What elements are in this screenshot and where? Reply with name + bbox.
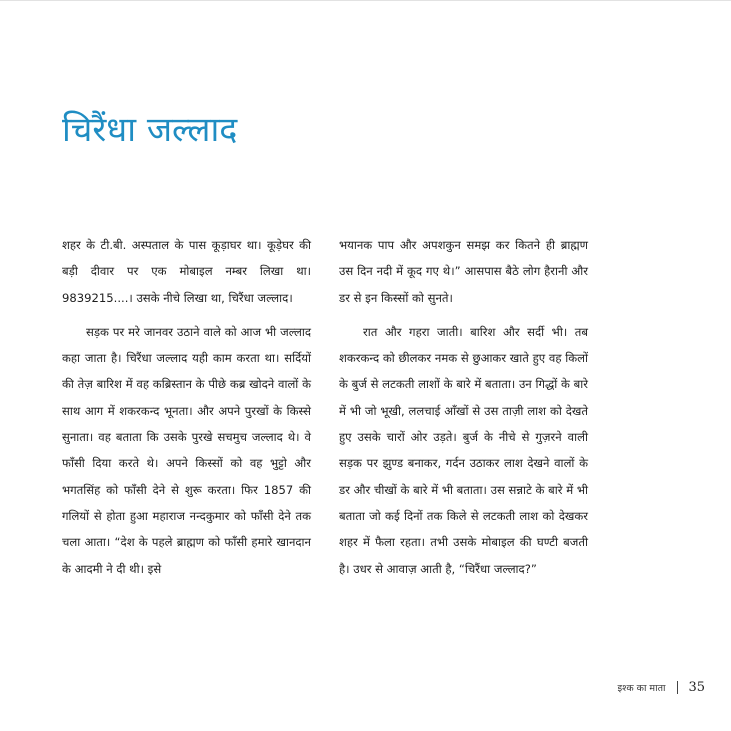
paragraph: शहर के टी.बी. अस्पताल के पास कूड़ाघर था। कूड़ेघर की बड़ी दीवार पर एक मोबाइल नम्बर लिखा था। 9839215....। उसके नीचे लिखा था, चिरैंधा जल्लाद।: [62, 238, 311, 305]
top-border-line: [0, 0, 731, 1]
page-number: 35: [688, 680, 705, 695]
paragraph: सड़क पर मरे जानवर उठाने वाले को आज भी जल्लाद कहा जाता है। चिरैंधा जल्लाद यही काम करता था। सर्दियों की तेज़ बारिश में वह कब्रिस्तान के पीछे कब्र खोदने वालों के साथ आग में शकरकन्द भूनता। और अपने पुरखों के किस्से सुनाता। वह बताता कि उसके पुरखे सचमुच जल्लाद थे। वे फाँसी दिया करते थे। अपने किस्सों को वह भुट्टो और भगतसिंह को फाँसी देने से शुरू करता। फिर 1857 की गलियों से होता हुआ महाराज नन्दकुमार को फाँसी देने तक चला आता। “देश के पहले ब्राह्मण को फाँसी हमारे खानदान के आदमी ने दी थी। इसे: [62, 324, 311, 576]
right-text-column: [339, 232, 588, 590]
paragraph: रात और गहरा जाती। बारिश और सर्दी भी। तब शकरकन्द को छीलकर नमक से छुआकर खाते हुए वह किलों के बुर्ज से लटकती लाशों के बारे में बताता। उन गिद्धों के बारे में भी जो भूखी, ललचाई आँखों से उस ताज़ी लाश को देखते हुए उसके चारों ओर उड़ते। बुर्ज के नीचे से गुज़रने वाली सड़क पर झुण्ड बनाकर, गर्दन उठाकर लाश देखने वालों के डर और चीखों के बारे में भी बताता। उस सन्नाटे के बारे में भी बताता जो कई दिनों तक किले से लटकती लाश को देखकर शहर में फैला रहता। तभी उसके मोबाइल की घण्टी बजती है। उधर से आवाज़ आती है, “चिरैंधा जल्लाद?”: [339, 324, 588, 576]
running-title: इश्क का माता: [617, 683, 666, 694]
paragraph: भयानक पाप और अपशकुन समझ कर कितने ही ब्राह्मण उस दिन नदी में कूद गए थे।” आसपास बैठे लोग हैरानी और डर से इन किस्सों को सुनते।: [339, 238, 588, 305]
page-footer: [617, 680, 705, 695]
left-text-column: [62, 232, 311, 590]
page-title: चिरैंधा जल्लाद: [62, 110, 238, 150]
footer-divider: [677, 681, 678, 694]
